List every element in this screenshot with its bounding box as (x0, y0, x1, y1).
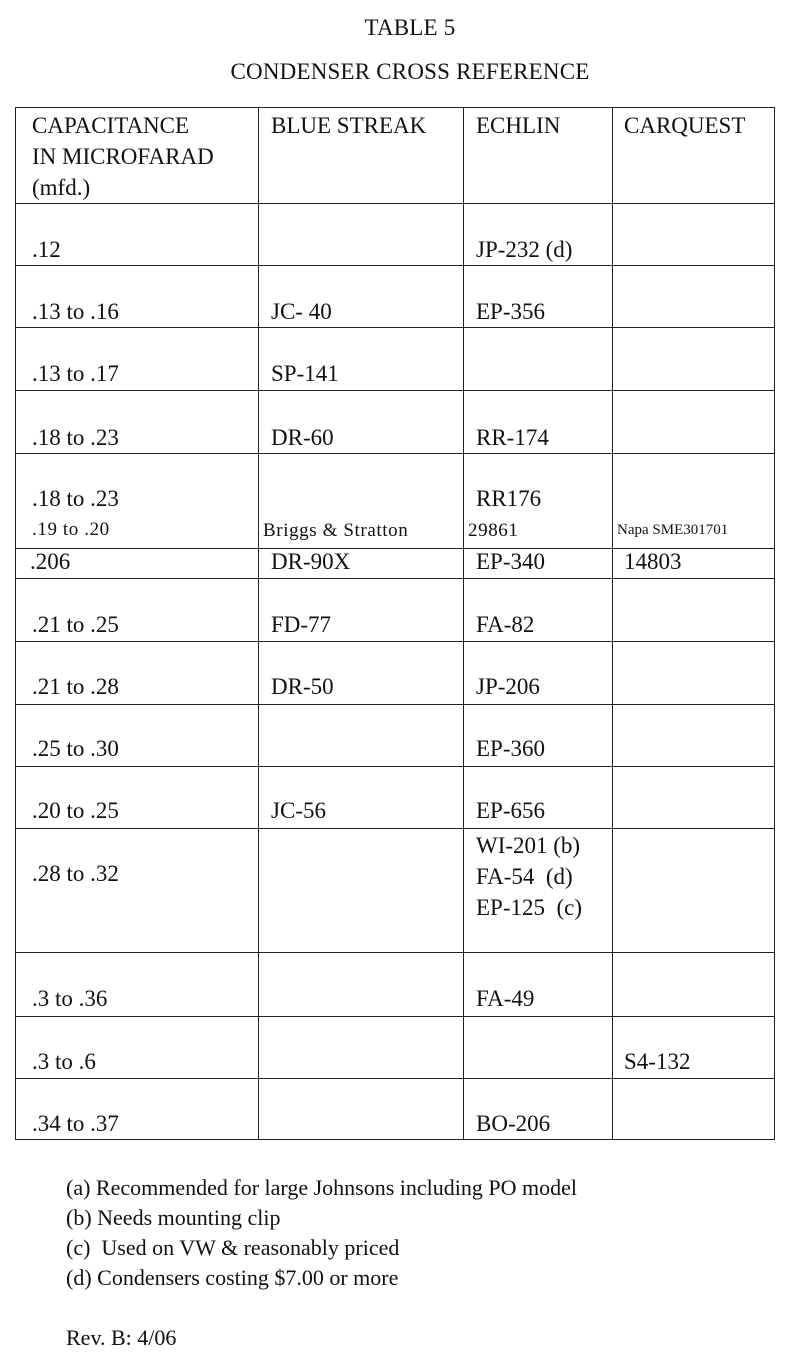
cell-echlin: EP-360 (476, 736, 545, 761)
cell-capacitance: .18 to .23 (32, 425, 119, 450)
cell-capacitance: .21 to .25 (32, 612, 119, 637)
footnote: (b) Needs mounting clip (66, 1205, 281, 1230)
cell-echlin (476, 830, 582, 923)
cell-capacitance: .20 to .25 (32, 798, 119, 823)
footnote: (c) Used on VW & reasonably priced (66, 1235, 400, 1260)
cell-blue-streak: SP-141 (271, 361, 339, 386)
cell-capacitance: .25 to .30 (32, 736, 119, 761)
header-capacitance-line: IN MICROFARAD (32, 144, 214, 169)
row-divider (16, 1078, 774, 1079)
column-divider (463, 108, 464, 1139)
cell-echlin: FA-49 (476, 986, 535, 1011)
row-divider (16, 203, 774, 204)
cell-echlin: 29861 (468, 520, 519, 541)
cell-capacitance: .34 to .37 (32, 1111, 119, 1136)
row-divider (16, 453, 774, 454)
row-divider (16, 828, 774, 829)
row-divider (16, 704, 774, 705)
footnote: (d) Condensers costing $7.00 or more (66, 1265, 399, 1290)
cell-capacitance: .28 to .32 (32, 861, 119, 886)
cell-echlin: EP-340 (476, 549, 545, 574)
cell-echlin: JP-206 (476, 674, 540, 699)
cell-blue-streak: JC-56 (271, 798, 326, 823)
cell-capacitance: .18 to .23 (32, 486, 119, 511)
row-divider (16, 1016, 774, 1017)
cell-echlin: RR-174 (476, 425, 549, 450)
row-divider (16, 578, 774, 579)
row-divider (16, 390, 774, 391)
header-capacitance (32, 110, 214, 203)
cell-blue-streak: Briggs & Stratton (263, 520, 409, 541)
cell-blue-streak: FD-77 (271, 612, 332, 637)
row-divider (16, 327, 774, 328)
cell-blue-streak: DR-50 (271, 674, 334, 699)
cell-capacitance: .21 to .28 (32, 674, 119, 699)
cell-capacitance: .3 to .6 (32, 1049, 96, 1074)
cell-capacitance: .13 to .17 (32, 361, 119, 386)
table-subtitle: CONDENSER CROSS REFERENCE (230, 59, 590, 84)
cell-echlin: BO-206 (476, 1111, 551, 1136)
cell-carquest: S4-132 (624, 1049, 691, 1074)
header-echlin: ECHLIN (476, 113, 561, 138)
cell-capacitance: .206 (30, 549, 71, 574)
header-blue-streak: BLUE STREAK (271, 113, 427, 138)
cell-blue-streak: JC- 40 (271, 299, 332, 324)
cross-reference-table (15, 107, 775, 1140)
cell-capacitance: .12 (32, 237, 61, 262)
row-divider (16, 766, 774, 767)
header-capacitance-line: CAPACITANCE (32, 113, 190, 138)
cell-blue-streak: DR-90X (271, 549, 351, 574)
cell-capacitance: .13 to .16 (32, 299, 119, 324)
header-capacitance-line: (mfd.) (32, 175, 91, 200)
column-divider (612, 108, 613, 1139)
cell-echlin: EP-656 (476, 798, 545, 823)
cell-carquest: 14803 (624, 549, 682, 574)
cell-carquest: Napa SME301701 (617, 522, 729, 538)
cell-echlin: FA-82 (476, 612, 535, 637)
cell-echlin: RR176 (476, 486, 542, 511)
header-carquest: CARQUEST (624, 113, 746, 138)
row-divider (16, 641, 774, 642)
cell-capacitance: .19 to .20 (32, 519, 110, 540)
echlin-part: WI-201 (b) (476, 833, 581, 858)
table-title: TABLE 5 (364, 15, 456, 40)
cell-blue-streak: DR-60 (271, 425, 334, 450)
row-divider (16, 952, 774, 953)
echlin-part: EP-125 (c) (476, 895, 583, 920)
cell-echlin: EP-356 (476, 299, 545, 324)
column-divider (258, 108, 259, 1139)
footnote: (a) Recommended for large Johnsons including PO model (66, 1175, 577, 1200)
footnotes (66, 1173, 577, 1293)
cell-echlin: JP-232 (d) (476, 237, 573, 262)
row-divider (16, 265, 774, 266)
cell-capacitance: .3 to .36 (32, 986, 108, 1011)
revision-label: Rev. B: 4/06 (66, 1325, 177, 1350)
echlin-part: FA-54 (d) (476, 864, 573, 889)
